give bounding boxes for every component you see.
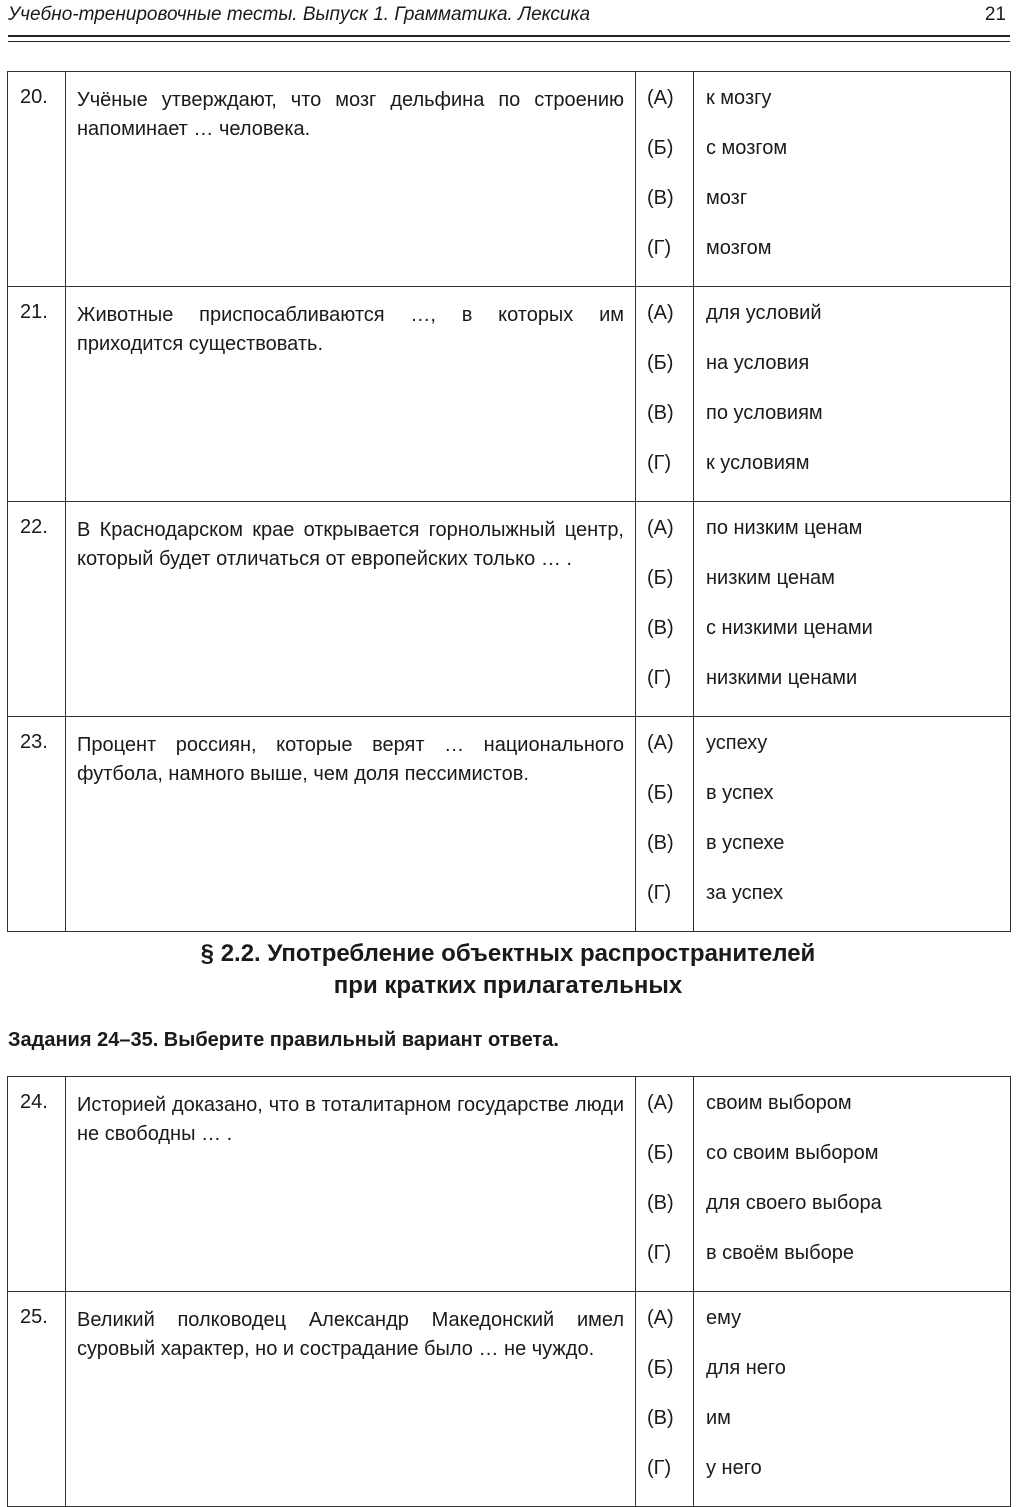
question-row-23 (8, 717, 1011, 932)
option-letter-b: (Б) (647, 1357, 674, 1379)
option-text-a: ему (706, 1307, 742, 1329)
option-text-v: им (706, 1407, 731, 1429)
option-letter-b: (Б) (647, 1142, 674, 1164)
option-letter-g: (Г) (647, 1457, 672, 1479)
questions-table-1 (7, 71, 1011, 932)
section-heading-line-2: при кратких прилагательных (333, 972, 683, 999)
option-texts (694, 717, 1011, 932)
option-letter-v: (В) (647, 187, 674, 209)
option-letter-a: (А) (647, 1092, 674, 1114)
option-letters (636, 502, 694, 717)
option-letter-g: (Г) (647, 237, 672, 259)
question-number: 25. (8, 1292, 66, 1507)
option-letter-a: (А) (647, 517, 674, 539)
option-letter-b: (Б) (647, 137, 674, 159)
option-text-v: мозг (706, 187, 748, 209)
question-row-25 (8, 1292, 1011, 1507)
option-letter-v: (В) (647, 1407, 674, 1429)
running-head (8, 4, 1008, 28)
option-texts (694, 1077, 1011, 1292)
option-letter-g: (Г) (647, 667, 672, 689)
option-letter-a: (А) (647, 87, 674, 109)
page-number: 21 (984, 4, 1006, 25)
option-text-a: успеху (706, 732, 768, 754)
option-letters (636, 287, 694, 502)
option-text-v: с низкими ценами (706, 617, 873, 639)
option-letter-a: (А) (647, 1307, 674, 1329)
question-row-22 (8, 502, 1011, 717)
question-row-20 (8, 72, 1011, 287)
option-texts (694, 287, 1011, 502)
question-stem: В Краснодарском крае открывается горнолыжный центр, который будет отличаться от европейских только … . (66, 502, 636, 717)
header-rule-thick (8, 35, 1010, 37)
option-text-g: мозгом (706, 237, 772, 259)
option-text-g: в своём выборе (706, 1242, 854, 1264)
question-stem: Историей доказано, что в тоталитарном государстве люди не свободны … . (66, 1077, 636, 1292)
option-text-b: на условия (706, 352, 810, 374)
header-rule-thin (8, 41, 1010, 42)
option-letters (636, 1292, 694, 1507)
option-text-g: к условиям (706, 452, 810, 474)
option-texts (694, 502, 1011, 717)
questions-table-2 (7, 1076, 1011, 1507)
option-text-g: низкими ценами (706, 667, 858, 689)
option-text-a: для условий (706, 302, 822, 324)
option-text-a: к мозгу (706, 87, 772, 109)
option-letter-g: (Г) (647, 1242, 672, 1264)
option-letter-a: (А) (647, 302, 674, 324)
question-number: 23. (8, 717, 66, 932)
option-letters (636, 1077, 694, 1292)
question-row-21 (8, 287, 1011, 502)
question-stem: Великий полководец Александр Македонский имел суровый характер, но и сострадание было … не чуждо. (66, 1292, 636, 1507)
option-text-g: за успех (706, 882, 784, 904)
running-head-title: Учебно-тренировочные тесты. Выпуск 1. Грамматика. Лексика (8, 4, 591, 25)
option-text-b: для него (706, 1357, 786, 1379)
option-letters (636, 72, 694, 287)
task-instructions: Задания 24–35. Выберите правильный вариант ответа. (8, 1029, 559, 1051)
option-letter-g: (Г) (647, 452, 672, 474)
question-row-24 (8, 1077, 1011, 1292)
option-texts (694, 72, 1011, 287)
question-number: 22. (8, 502, 66, 717)
option-text-b: со своим выбором (706, 1142, 879, 1164)
option-letter-v: (В) (647, 832, 674, 854)
option-letter-b: (Б) (647, 782, 674, 804)
option-text-a: по низким ценам (706, 517, 863, 539)
option-text-v: по условиям (706, 402, 823, 424)
option-texts (694, 1292, 1011, 1507)
option-text-v: для своего выбора (706, 1192, 882, 1214)
option-text-b: низким ценам (706, 567, 835, 589)
option-letter-b: (Б) (647, 567, 674, 589)
option-letter-v: (В) (647, 1192, 674, 1214)
option-text-b: в успех (706, 782, 774, 804)
option-letter-v: (В) (647, 402, 674, 424)
question-stem: Процент россиян, которые верят … национального футбола, намного выше, чем доля пессимистов. (66, 717, 636, 932)
section-heading (0, 938, 1016, 1002)
option-text-g: у него (706, 1457, 762, 1479)
option-letters (636, 717, 694, 932)
question-stem: Учёные утверждают, что мозг дельфина по строению напоминает … человека. (66, 72, 636, 287)
question-number: 20. (8, 72, 66, 287)
option-text-v: в успехе (706, 832, 785, 854)
option-letter-b: (Б) (647, 352, 674, 374)
question-stem: Животные приспосабливаются …, в которых им приходится существовать. (66, 287, 636, 502)
option-letter-v: (В) (647, 617, 674, 639)
option-text-a: своим выбором (706, 1092, 852, 1114)
option-letter-g: (Г) (647, 882, 672, 904)
question-number: 21. (8, 287, 66, 502)
option-text-b: с мозгом (706, 137, 788, 159)
option-letter-a: (А) (647, 732, 674, 754)
section-heading-line-1: § 2.2. Употребление объектных распространителей (200, 940, 816, 967)
question-number: 24. (8, 1077, 66, 1292)
